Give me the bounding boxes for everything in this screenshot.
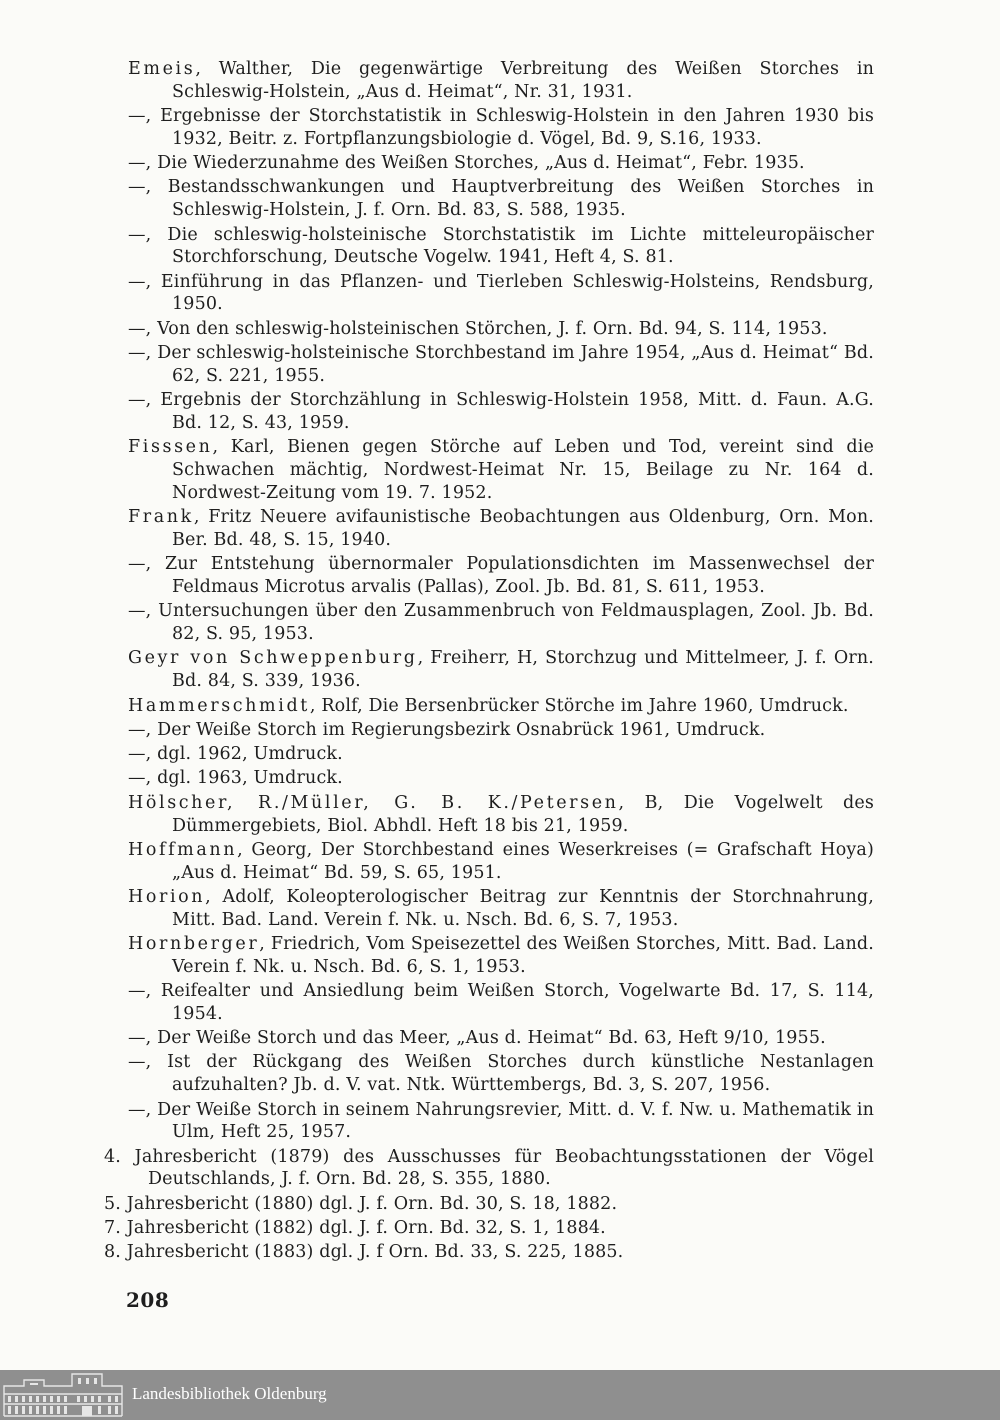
bib-entry	[128, 767, 874, 790]
bibliography-list	[104, 58, 875, 1266]
entry-text: —, Der Weiße Storch in seinem Nahrungsrevier, Mitt. d. V. f. Nw. u. Mathematik in Ulm, Heft 25, 1957.	[128, 1099, 874, 1143]
entry-author: Geyr von Schweppenburg	[128, 648, 418, 669]
entry-author: Hölscher, R./Müller, G. B. K./Petersen	[128, 792, 619, 813]
entry-text: —, Der Weiße Storch und das Meer, „Aus d. Heimat“ Bd. 63, Heft 9/10, 1955.	[128, 1028, 826, 1049]
entry-text: , Georg, Der Storchbestand eines Weserkreises (= Grafschaft Hoya) „Aus d. Heimat“ Bd. 59, S. 65, 1951.	[172, 839, 874, 883]
bib-entry	[128, 647, 874, 693]
bib-entry	[128, 176, 874, 222]
bib-entry	[128, 1051, 874, 1097]
entry-author: Horion	[128, 886, 206, 907]
entry-text: —, Einführung in das Pflanzen- und Tierleben Schleswig-Holsteins, Rendsburg, 1950.	[128, 271, 874, 315]
bib-entry	[128, 743, 874, 766]
entry-text: , Friedrich, Vom Speisezettel des Weißen Storches, Mitt. Bad. Land. Verein f. Nk. u. Nsch. Bd. 6, S. 1, 1953.	[172, 933, 874, 977]
entry-text: —, Bestandsschwankungen und Hauptverbreitung des Weißen Storches in Schleswig-Holstein, J. f. Orn. Bd. 83, S. 588, 1935.	[128, 177, 874, 221]
bib-entry	[128, 342, 874, 388]
entry-author: Hoffmann	[128, 839, 238, 860]
bib-entry	[128, 839, 874, 885]
library-footer	[0, 1370, 1000, 1420]
entry-text: —, Die Wiederzunahme des Weißen Storches, „Aus d. Heimat“, Febr. 1935.	[128, 153, 805, 174]
entry-author: Emeis	[128, 59, 196, 79]
entry-text: , Freiherr, H, Storchzug und Mittelmeer, J. f. Orn. Bd. 84, S. 339, 1936.	[172, 648, 874, 692]
entry-text: —, Reifealter und Ansiedlung beim Weißen Storch, Vogelwarte Bd. 17, S. 114, 1954.	[128, 981, 874, 1024]
entry-text: —, Ergebnis der Storchzählung in Schleswig-Holstein 1958, Mitt. d. Faun. A.G. Bd. 12, S. 43, 1959.	[128, 390, 874, 433]
entry-text: , Fritz Neuere avifaunistische Beobachtungen aus Oldenburg, Orn. Mon. Ber. Bd. 48, S. 15, 1940.	[172, 507, 874, 550]
entry-text: —, dgl. 1963, Umdruck.	[128, 768, 343, 789]
bib-entry	[128, 1027, 874, 1050]
bib-entry	[104, 1241, 874, 1264]
bib-entry	[128, 152, 874, 175]
entry-text: 7. Jahresbericht (1882) dgl. J. f. Orn. Bd. 32, S. 1, 1884.	[104, 1218, 606, 1239]
entry-text: —, dgl. 1962, Umdruck.	[128, 744, 343, 765]
page-number: 208	[126, 1288, 170, 1312]
entry-text: , Karl, Bienen gegen Störche auf Leben und Tod, vereint sind die Schwachen mächtig, Nordwest-Heimat Nr. 15, Beilage zu Nr. 164 d. Nordwest-Zeitung vom 19. 7. 1952.	[172, 437, 874, 503]
bib-entry	[128, 792, 874, 838]
bib-entry	[128, 58, 874, 104]
entry-author: Frank	[128, 507, 194, 528]
entry-text: —, Zur Entstehung übernormaler Populationsdichten im Massenwechsel der Feldmaus Microtus arvalis (Pallas), Zool. Jb. Bd. 81, S. 611, 1953.	[128, 554, 874, 598]
bib-entry	[104, 1146, 874, 1192]
entry-text: , Adolf, Koleopterologischer Beitrag zur Kenntnis der Storchnahrung, Mitt. Bad. Land. Verein f. Nk. u. Nsch. Bd. 6, S. 7, 1953.	[172, 886, 874, 930]
entry-text: —, Ergebnisse der Storchstatistik in Schleswig-Holstein in den Jahren 1930 bis 1932, Beitr. z. Fortpflanzungsbiologie d. Vögel, Bd. 9, S.16, 1933.	[128, 106, 874, 149]
library-building-icon	[2, 1372, 124, 1418]
bib-entry	[128, 436, 874, 504]
entry-author: Hornberger	[128, 933, 260, 954]
entry-author: Hammerschmidt	[128, 695, 310, 716]
entry-text: 8. Jahresbericht (1883) dgl. J. f Orn. Bd. 33, S. 225, 1885.	[104, 1242, 624, 1263]
entry-text: , Rolf, Die Bersenbrücker Störche im Jahre 1960, Umdruck.	[309, 695, 849, 716]
bib-entry	[128, 105, 874, 151]
entry-text: —, Untersuchungen über den Zusammenbruch von Feldmausplagen, Zool. Jb. Bd. 82, S. 95, 1953.	[128, 601, 874, 645]
entry-text: , Walther, Die gegenwärtige Verbreitung des Weißen Storches in Schleswig-Holstein, „Aus d. Heimat“, Nr. 31, 1931.	[172, 59, 874, 102]
bib-entry	[128, 271, 874, 317]
bib-entry	[128, 553, 874, 599]
bib-entry	[128, 224, 874, 270]
bib-entry	[104, 1193, 874, 1216]
bib-entry	[128, 695, 874, 718]
entry-text: —, Der schleswig-holsteinische Storchbestand im Jahre 1954, „Aus d. Heimat“ Bd. 62, S. 221, 1955.	[128, 343, 874, 386]
entry-text: 5. Jahresbericht (1880) dgl. J. f. Orn. Bd. 30, S. 18, 1882.	[104, 1193, 618, 1214]
bib-entry	[104, 1217, 874, 1240]
library-name: Landesbibliothek Oldenburg	[132, 1384, 327, 1403]
bib-entry	[128, 980, 874, 1026]
bib-entry	[128, 389, 874, 435]
entry-text: —, Von den schleswig-holsteinischen Störchen, J. f. Orn. Bd. 94, S. 114, 1953.	[128, 318, 828, 339]
bib-entry	[128, 1099, 874, 1145]
entry-text: 4. Jahresbericht (1879) des Ausschusses für Beobachtungsstationen der Vögel Deutschlands, J. f. Orn. Bd. 28, S. 355, 1880.	[104, 1146, 874, 1190]
bib-entry	[128, 506, 874, 552]
bib-entry	[128, 600, 874, 646]
entry-text: , B, Die Vogelwelt des Dümmergebiets, Biol. Abhdl. Heft 18 bis 21, 1959.	[172, 792, 875, 836]
bib-entry	[128, 933, 874, 979]
bib-entry	[128, 318, 874, 341]
entry-text: —, Die schleswig-holsteinische Storchstatistik im Lichte mitteleuropäischer Storchforschung, Deutsche Vogelw. 1941, Heft 4, S. 81.	[128, 224, 874, 268]
bib-entry	[128, 886, 874, 932]
entry-author: Fisssen	[128, 437, 213, 458]
entry-text: —, Ist der Rückgang des Weißen Storches durch künstliche Nestanlagen aufzuhalten? Jb. d. V. vat. Ntk. Württembergs, Bd. 3, S. 207, 1956.	[128, 1052, 874, 1096]
entry-text: —, Der Weiße Storch im Regierungsbezirk Osnabrück 1961, Umdruck.	[128, 719, 766, 740]
bib-entry	[128, 719, 874, 742]
